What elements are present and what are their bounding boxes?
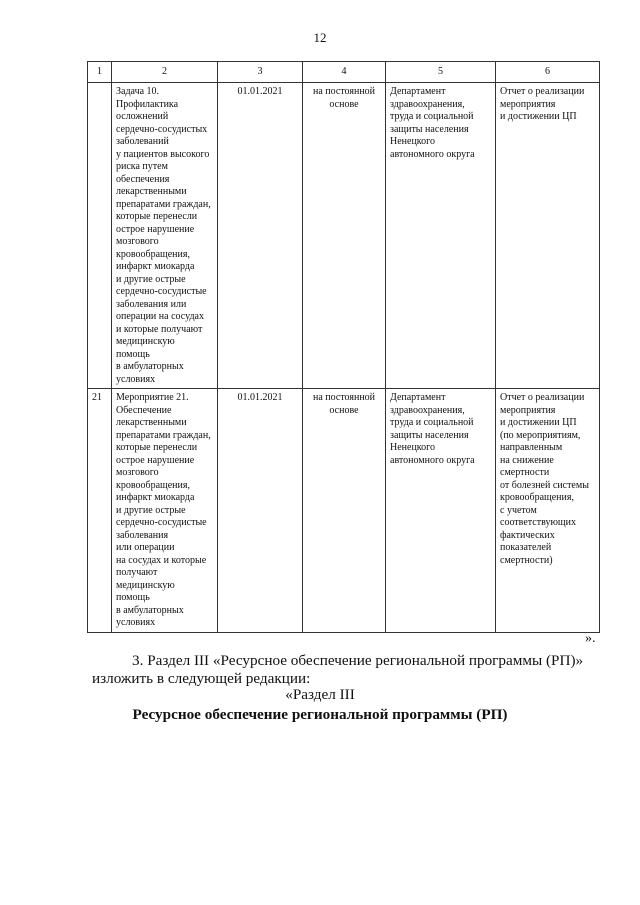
table-row <box>88 83 600 389</box>
paragraph-line: изложить в следующей редакции: <box>92 670 311 687</box>
activities-table <box>87 61 600 633</box>
page-number: 12 <box>313 30 327 45</box>
column-header: 3 <box>218 62 303 83</box>
paragraph-line: 3. Раздел III «Ресурсное обеспечение региональной программы (РП)» <box>132 652 584 669</box>
description-cell: Мероприятие 21. Обеспечение лекарственными препаратами граждан, которые перенесли острое нарушение мозгового кровообращения, инфаркт миокарда и другие острые сердечно-сосудистые заболевания или операции на сосудах и которые получают медицинскую помощь в амбулаторных условиях <box>112 389 218 633</box>
row-number-cell <box>88 83 112 389</box>
frequency-cell: на постоянной основе <box>303 389 386 633</box>
result-cell: Отчет о реализации мероприятия и достижении ЦП <box>496 83 600 389</box>
date-cell: 01.01.2021 <box>218 83 303 389</box>
responsible-cell: Департамент здравоохранения, труда и социальной защиты населения Ненецкого автономного округа <box>386 389 496 633</box>
column-header: 6 <box>496 62 600 83</box>
date-cell: 01.01.2021 <box>218 389 303 633</box>
column-header: 1 <box>88 62 112 83</box>
frequency-cell: на постоянной основе <box>303 83 386 389</box>
section-title: Ресурсное обеспечение региональной программы (РП) <box>132 706 508 723</box>
section-label: «Раздел III <box>285 686 355 703</box>
row-number-cell: 21 <box>88 389 112 633</box>
amendment-paragraph <box>92 652 600 688</box>
column-header: 5 <box>386 62 496 83</box>
column-header: 2 <box>112 62 218 83</box>
closing-quote: ». <box>585 631 596 646</box>
table-row <box>88 389 600 633</box>
responsible-cell: Департамент здравоохранения, труда и социальной защиты населения Ненецкого автономного округа <box>386 83 496 389</box>
table-header-row <box>88 62 600 83</box>
column-header: 4 <box>303 62 386 83</box>
description-cell: Задача 10. Профилактика осложнений сердечно-сосудистых заболеваний у пациентов высокого риска путем обеспечения лекарственными препаратами граждан, которые перенесли острое нарушение мозгового кровообращения, инфаркт миокарда и другие острые сердечно-сосудистые заболевания или операции на сосудах и которые получают медицинскую помощь в амбулаторных условиях <box>112 83 218 389</box>
result-cell: Отчет о реализации мероприятия и достижении ЦП (по мероприятиям, направленным на снижение смертности от болезней системы кровообращения, с учетом соответствующих фактических показателей смертности) <box>496 389 600 633</box>
